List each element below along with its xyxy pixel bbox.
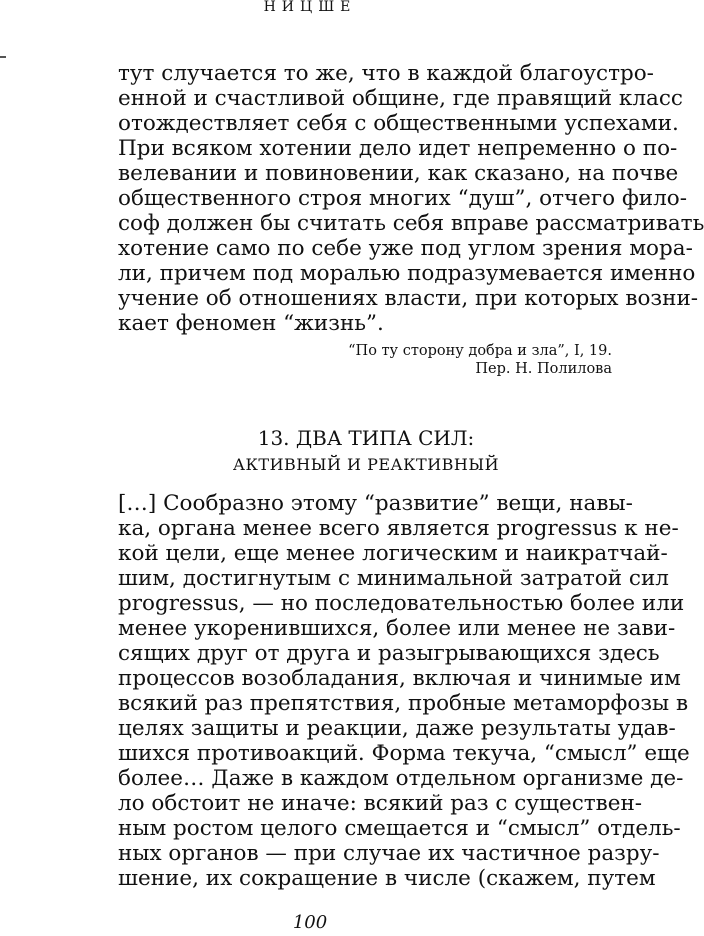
text-line: менее укоренившихся, более или менее не зави- (118, 616, 676, 641)
text-line: целях защиты и реакции, даже результаты удав- (118, 716, 676, 741)
text-line: […] Сообразно этому “развитие” вещи, навы- (118, 491, 633, 516)
section-title: 13. ДВА ТИПА СИЛ: (257, 426, 475, 450)
translator-credit: Пер. Н. Полилова (475, 361, 612, 377)
text-line: более… Даже в каждом отдельном организме де- (118, 766, 684, 791)
text-line: При всяком хотении дело идет непременно о по- (118, 136, 678, 161)
text-line: тут случается то же, что в каждой благоустро- (118, 61, 654, 86)
text-line: соф должен бы считать себя вправе рассматривать (118, 211, 704, 236)
text-line: ло обстоит не иначе: всякий раз с существен- (118, 791, 643, 816)
text-line: ных органов — при случае их частичное разру- (118, 841, 660, 866)
text-line: ным ростом целого смещается и “смысл” отдель- (118, 816, 681, 841)
text-line: хотение само по себе уже под углом зрения мора- (118, 236, 693, 261)
text-line: шихся противоакций. Форма текуча, “смысл” еще (118, 741, 690, 766)
page-number: 100 (292, 912, 328, 933)
quote-source: “По ту сторону добра и зла”, I, 19. (348, 343, 612, 359)
text-line: шим, достигнутым с минимальной затратой сил (118, 566, 669, 591)
text-line: ка, органа менее всего является progressus к не- (118, 516, 679, 541)
text-line: всякий раз препятствия, пробные метаморфозы в (118, 691, 689, 716)
text-line: кой цели, еще менее логическим и наикратчай- (118, 541, 668, 566)
text-line: ли, причем под моралью подразумевается именно (118, 261, 696, 286)
text-line: отождествляет себя с общественными успехами. (118, 111, 679, 136)
text-line: общественного строя многих “душ”, отчего фило- (118, 186, 687, 211)
text-line: progressus, — но последовательностью более или (118, 591, 685, 616)
margin-mark (0, 56, 6, 58)
section-subtitle: АКТИВНЫЙ И РЕАКТИВНЫЙ (232, 455, 500, 474)
text-line: шение, их сокращение в числе (скажем, путем (118, 866, 656, 891)
running-head: НИЦШЕ (263, 0, 357, 15)
text-line: сящих друг от друга и разыгрывающихся здесь (118, 641, 660, 666)
text-line: учение об отношениях власти, при которых возни- (118, 286, 699, 311)
text-line: велевании и повиновении, как сказано, на почве (118, 161, 679, 186)
text-line: процессов возобладания, включая и чинимые им (118, 666, 681, 691)
text-line: кает феномен “жизнь”. (118, 311, 384, 336)
text-line: енной и счастливой общине, где правящий класс (118, 86, 683, 111)
